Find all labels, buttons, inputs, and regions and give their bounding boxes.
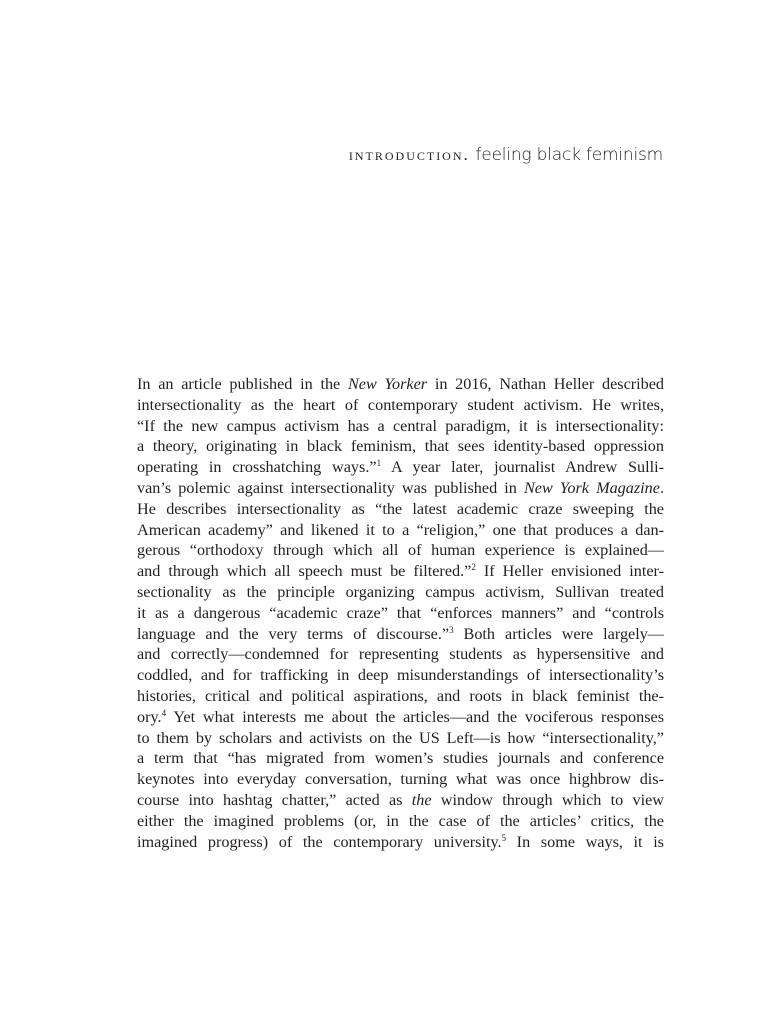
text-line [137,416,664,437]
text-line [137,603,664,624]
text-run: language and the very terms of discourse.” [137,624,450,643]
text-line [137,436,664,457]
chapter-title: feeling black feminism [475,145,663,165]
text-line [137,769,664,790]
footnote-marker: 1 [376,458,382,469]
text-line [137,520,664,541]
text-line [137,790,664,811]
text-run: If Heller envisioned inter- [475,562,664,581]
text-line [137,457,664,478]
text-run: imagined progress) of the contemporary university. [137,832,502,851]
text-line [137,624,664,645]
text-line [137,561,664,582]
text-line [137,748,664,769]
text-run: and through which all speech must be filtered.” [137,562,472,581]
text-run: intersectionality as the heart of contemporary student activism. He writes, [137,395,664,414]
text-run: van’s polemic against intersectionality was published in [137,478,524,497]
italic-text: New York Magazine [524,478,660,497]
text-line [137,811,664,832]
text-line [137,707,664,728]
footnote-marker: 5 [501,832,507,843]
footnote-marker: 4 [161,707,167,718]
text-run: in 2016, Nathan Heller described [427,375,665,393]
text-line [137,686,664,707]
text-line [137,665,664,686]
text-run: keynotes into everyday conversation, turning what was once highbrow dis- [137,770,664,789]
text-line [137,644,664,665]
text-line [137,582,664,603]
text-run: a term that “has migrated from women’s studies journals and conference [137,749,664,768]
text-run: . [659,478,664,497]
text-line [137,374,664,395]
text-run: and correctly—condemned for representing students as hypersensitive and [137,645,664,664]
text-run: coddled, and for trafficking in deep misunderstandings of intersectionality’s [137,666,664,685]
text-run: “If the new campus activism has a central paradigm, it is intersectionality: [137,416,664,435]
text-run: operating in crosshatching ways.” [137,458,377,477]
italic-text: New Yorker [347,375,428,393]
text-run: course into hashtag chatter,” acted as [137,790,412,809]
text-run: to them by scholars and activists on the US Left—is how “intersectionality,” [137,728,664,747]
text-line [137,540,664,561]
text-line [137,728,664,749]
text-line [137,478,664,499]
text-run: it as a dangerous “academic craze” that “enforces manners” and “controls [137,603,664,622]
text-line [137,832,664,853]
text-run: window through which to view [431,790,664,809]
italic-text: the [411,790,432,809]
text-run: American academy” and likened it to a “religion,” one that produces a dan- [137,520,664,539]
chapter-label: introduction. [348,145,470,164]
text-run: In some ways, it is [506,832,664,851]
text-line [137,395,664,416]
text-run: Yet what interests me about the articles—and the vociferous responses [166,707,664,726]
text-run: histories, critical and political aspirations, and roots in black feminist the- [137,686,664,705]
text-run: He describes intersectionality as “the latest academic craze sweeping the [137,499,664,518]
text-line [137,499,664,520]
text-run: ory. [137,707,162,726]
text-run: either the imagined problems (or, in the case of the articles’ critics, the [137,811,664,830]
text-run: gerous “orthodoxy through which all of human experience is explained— [137,541,664,560]
chapter-heading [349,144,663,165]
text-run: A year later, journalist Andrew Sulli- [381,458,664,477]
footnote-marker: 2 [471,562,476,573]
text-run: Both articles were largely— [453,624,664,643]
body-paragraph [137,374,664,852]
text-run: In an article published in the [137,375,348,393]
text-run: a theory, originating in black feminism, that sees identity-based oppression [137,437,664,456]
footnote-marker: 3 [449,624,454,635]
text-run: sectionality as the principle organizing campus activism, Sullivan treated [137,582,664,601]
